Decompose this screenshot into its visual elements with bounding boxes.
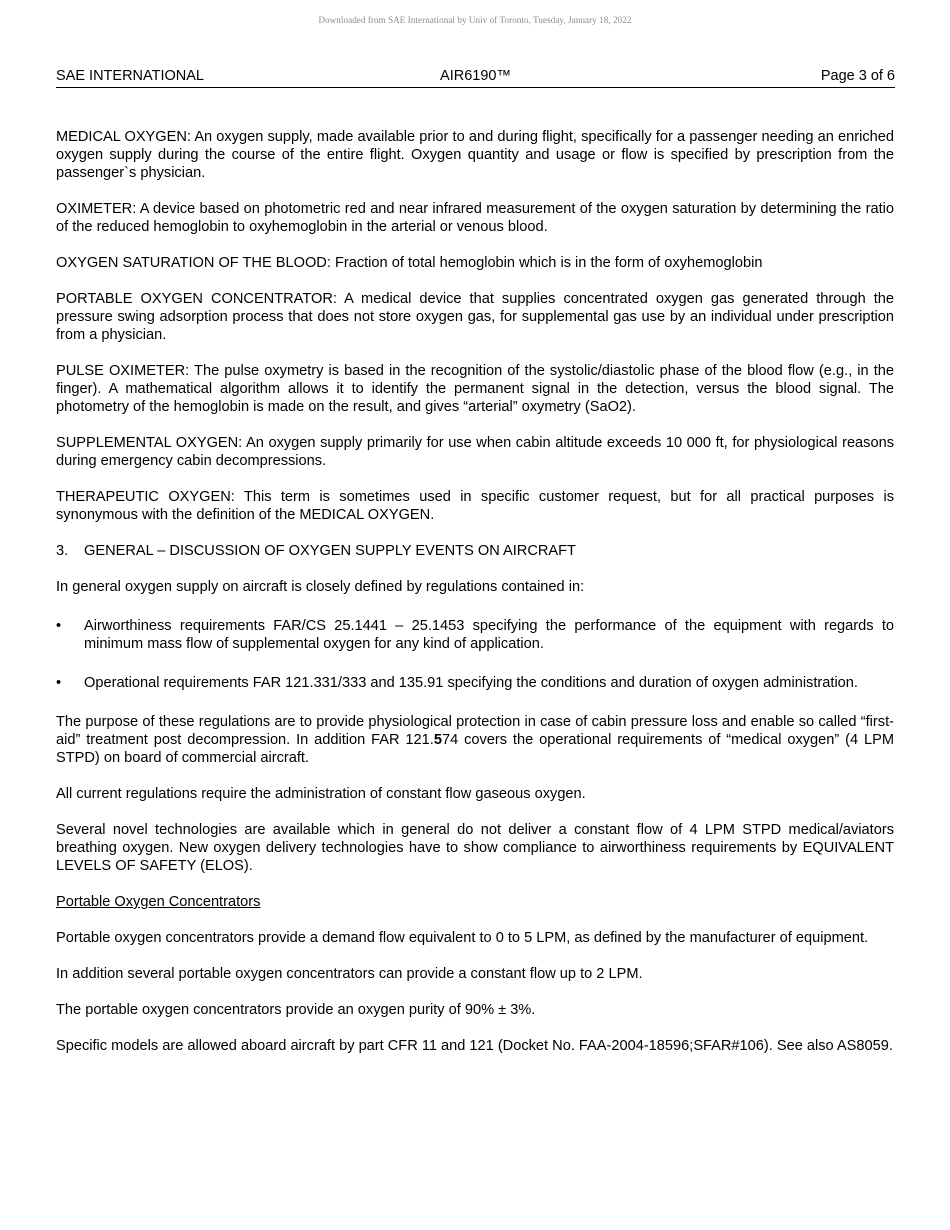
definition-pulse-oximeter: PULSE OXIMETER: The pulse oxymetry is based in the recognition of the systolic/diastolic phase of the blood flow (e.g., in the finger). A mathematical algorithm allows it to identify the permanent signal in the detection, versus the blood signal. The photometry of the hemoglobin is made on the result, and gives “arterial” oxymetry (SaO2). (56, 363, 894, 415)
oxygen-purity-paragraph: The portable oxygen concentrators provide an oxygen purity of 90% ± 3%. (56, 1002, 536, 1018)
constant-flow-paragraph: In addition several portable oxygen concentrators can provide a constant flow up to 2 LPM. (56, 966, 643, 982)
novel-technologies-paragraph: Several novel technologies are available which in general do not deliver a constant flow of 4 LPM STPD medical/aviators breathing oxygen. New oxygen delivery technologies have to show compliance to airworthiness requirements by EQUIVALENT LEVELS OF SAFETY (ELOS). (56, 822, 894, 874)
section-title: GENERAL – DISCUSSION OF OXYGEN SUPPLY EVENTS ON AIRCRAFT (84, 543, 576, 559)
document-number: AIR6190™ (440, 68, 511, 84)
definition-therapeutic-oxygen: THERAPEUTIC OXYGEN: This term is sometimes used in specific customer request, but for all practical purposes is synonymous with the definition of the MEDICAL OXYGEN. (56, 489, 894, 523)
regulations-paragraph: All current regulations require the administration of constant flow gaseous oxygen. (56, 786, 586, 802)
definition-medical-oxygen: MEDICAL OXYGEN: An oxygen supply, made available prior to and during flight, specifically for a passenger needing an enriched oxygen supply during the course of the entire flight. Oxygen quantity and usage or flow is specified by prescription from the passenger`s physician. (56, 129, 894, 181)
purpose-text-start: The purpose of these regulations are to provide physiological protection in case of cabin pressure loss and enable so called “first-aid” treatment post decompression. In addition FAR 121. (56, 714, 894, 748)
download-watermark: Downloaded from SAE International by Univ of Toronto, Tuesday, January 18, 2022 (318, 15, 632, 25)
regulation-list (56, 617, 894, 692)
bullet-icon: • (56, 618, 62, 634)
demand-flow-paragraph: Portable oxygen concentrators provide a demand flow equivalent to 0 to 5 LPM, as defined by the manufacturer of equipment. (56, 930, 869, 946)
page-number: Page 3 of 6 (820, 68, 895, 84)
purpose-bold-digit: 5 (433, 732, 442, 748)
definition-supplemental-oxygen: SUPPLEMENTAL OXYGEN: An oxygen supply primarily for use when cabin altitude exceeds 10 000 ft, for physiological reasons during emergency cabin decompressions. (56, 435, 894, 469)
organization-name: SAE INTERNATIONAL (56, 68, 204, 84)
list-item (56, 674, 894, 692)
list-item-text: Operational requirements FAR 121.331/333 and 135.91 specifying the conditions and duration of oxygen administration. (84, 675, 858, 691)
section-heading (56, 542, 894, 560)
page-header (56, 67, 895, 88)
bullet-icon: • (56, 675, 62, 691)
intro-paragraph: In general oxygen supply on aircraft is closely defined by regulations contained in: (56, 579, 585, 595)
definition-portable-oxygen-concentrator: PORTABLE OXYGEN CONCENTRATOR: A medical device that supplies concentrated oxygen gas generated through the pressure swing adsorption process that does not store oxygen gas, for supplemental gas use by an individual under prescription from a physician. (56, 291, 894, 343)
purpose-text-end: 74 covers the operational requirements of “medical oxygen” (4 LPM STPD) on board of commercial aircraft. (56, 732, 894, 766)
subsection-title: Portable Oxygen Concentrators (56, 894, 261, 910)
document-body (56, 128, 894, 1055)
definition-oximeter: OXIMETER: A device based on photometric red and near infrared measurement of the oxygen saturation by determining the ratio of the reduced hemoglobin to oxyhemoglobin in the arterial or venous blood. (56, 201, 894, 235)
list-item-text: Airworthiness requirements FAR/CS 25.1441 – 25.1453 specifying the performance of the equipment with regards to minimum mass flow of supplemental oxygen for any kind of application. (84, 618, 894, 652)
definition-oxygen-saturation: OXYGEN SATURATION OF THE BLOOD: Fraction of total hemoglobin which is in the form of oxyhemoglobin (56, 255, 763, 271)
purpose-paragraph (56, 713, 894, 767)
list-item (56, 617, 894, 653)
approved-models-paragraph: Specific models are allowed aboard aircraft by part CFR 11 and 121 (Docket No. FAA-2004-18596;SFAR#106). See also AS8059. (56, 1038, 893, 1054)
section-number: 3. (56, 543, 69, 559)
